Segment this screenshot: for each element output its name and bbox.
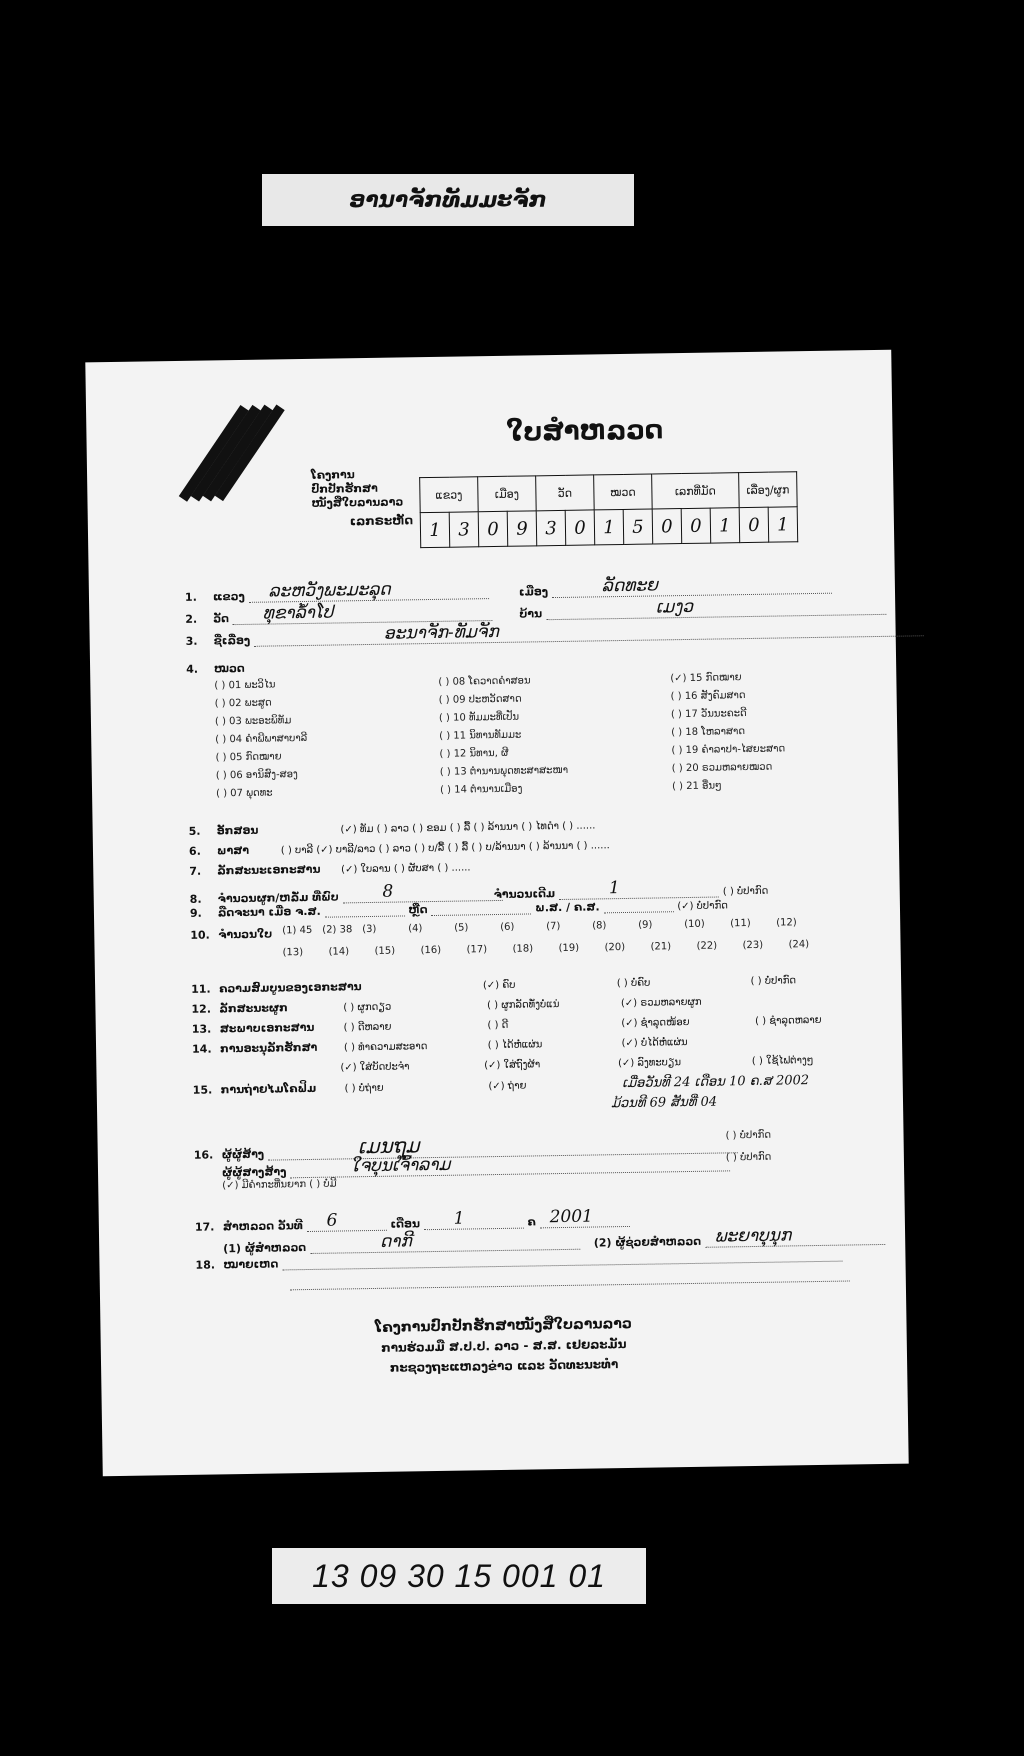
code-header: ແຂວງ xyxy=(420,477,479,513)
field-conservation: 14. ການອະນຸລັກຮັກສາ ( ) ທຳຄວາມສະອາດ ( ) ໄດ້ຫໍ່ແຜ່ນ (✓) ບໍ່ໄດ້ຫໍ່ແຜ່ນ xyxy=(192,1037,688,1056)
category-heading: 4. ໝວດ xyxy=(186,661,245,676)
bundles-value: 8 xyxy=(342,880,502,904)
category-option: (✓) 15 ກົດໝາຍ xyxy=(670,672,742,685)
survey-year: 2001 xyxy=(539,1206,629,1228)
category-option: ( ) 14 ຕຳນານເມືອງ xyxy=(439,783,523,796)
code-header: ໝວດ xyxy=(594,474,653,510)
category-option: ( ) 19 ຄຳລາປາ-ໄສຍະສາດ xyxy=(671,743,786,757)
remarks-line xyxy=(290,1269,850,1291)
field-village: ບ້ານ ເມງວ xyxy=(519,594,886,621)
footer-line: ກະຊວງຖະແຫລງຂ່າວ ແລະ ວັດທະນະທຳ xyxy=(389,1357,619,1375)
code-digit: 3 xyxy=(536,510,566,545)
survey-day: 6 xyxy=(306,1210,386,1232)
leaves-row-1: (1) 45 (2) 38 (3) (4) (5) (6) (7) (8) (9) (10) (11) (12) xyxy=(282,917,797,937)
category-option: ( ) 21 ອື່ນໆ xyxy=(671,780,722,793)
logo-line-1: ໂຄງການ xyxy=(311,468,355,482)
field-microfilm: 15. ການຖ່າຍໄມໂຄຟິມ ( ) ບໍ່ຖ່າຍ (✓) ຖ່າຍ ເມື່ອວັນທີ 24 ເດືອນ 10 ຄ.ສ 2002 xyxy=(192,1073,810,1097)
field-province: 1. ແຂວງ ລະຫວັງພະມະລຸດ xyxy=(185,578,489,604)
category-option: ( ) 04 ຄຳພີພາສາບາລີ xyxy=(215,732,308,746)
code-digit: 1 xyxy=(710,508,740,543)
survey-month: 1 xyxy=(424,1208,524,1231)
footer-line: ການຮ່ວມມື ສ.ປ.ປ. ລາວ - ສ.ສ. ເຢຍລະມັນ xyxy=(381,1337,627,1355)
scribe-unclear: ( ) ບໍ່ປາກົດ xyxy=(725,1151,772,1164)
category-option: ( ) 17 ວັນນະຄະດີ xyxy=(670,708,747,721)
field-title: 3. ຊື່ເລື່ອງ ອະນາຈັກ-ທັມຈັກ xyxy=(185,615,924,648)
scribe-value: ໃຈບຸນເຈົ້າລາມ xyxy=(290,1150,730,1178)
village-value: ເມງວ xyxy=(546,594,886,620)
category-option: ( ) 08 ໂຄວາດຄຳສອນ xyxy=(438,675,531,688)
field-completeness: 11. ຄວາມສົມບູນຂອງເອກະສານ (✓) ຄົບ ( ) ບໍ່ຄົບ ( ) ບໍ່ປາກົດ xyxy=(191,975,797,996)
logo xyxy=(170,396,404,519)
code-digit: 0 xyxy=(652,509,682,544)
assistant-value: ພະຍາບຸນຸກ xyxy=(705,1224,885,1248)
field-leaves: 10. ຈຳນວນໃບ xyxy=(190,927,273,942)
field-conservation-2: (✓) ໃສ່ບັດປະຈຳ (✓) ໃສ່ຖົງຜ້າ (✓) ລົງທະບຽນ ( ) ໃຊ້ໄຟຕ່າງໆ xyxy=(340,1055,814,1074)
header-label: ອານາຈັກທັມມະຈັກ xyxy=(262,174,634,226)
code-digit: 0 xyxy=(478,511,508,546)
category-option: ( ) 02 ພະສູດ xyxy=(214,697,272,710)
field-district: ເມືອງ ລັດທະຍ xyxy=(519,573,832,599)
category-option: ( ) 03 ພະອະພິທັມ xyxy=(214,715,292,728)
field-surveyor: (1) ຜູ້ສຳຫລວດ ດາກີ (2) ຜູ້ຊ່ວຍສຳຫລວດ ພະຍາບຸນຸກ xyxy=(223,1224,885,1255)
logo-line-3: ໜັງສືໃບລານລາວ xyxy=(311,495,404,510)
category-option: ( ) 09 ປະຫວັດສາດ xyxy=(438,693,522,706)
temple-value: ທຸຂາລ້ຳໂປ xyxy=(233,600,493,625)
category-option: ( ) 05 ກົດໝາຍ xyxy=(215,751,282,764)
code-header: ວັດ xyxy=(536,475,595,511)
code-digit: 0 xyxy=(565,510,595,545)
reference-label: ເລກຣະຫັດ xyxy=(349,513,414,529)
author-unclear: ( ) ບໍ່ປາກົດ xyxy=(725,1129,772,1142)
field-material: 7. ລັກສະນະເອກະສານ (✓) ໃບລານ ( ) ຜັບສາ ( ) ...... xyxy=(189,862,471,878)
field-difficult-words: (✓) ມີຄຳກະທີ່ນຍາກ ( ) ບໍ່ມີ xyxy=(222,1178,337,1192)
leaves-row-2: (13) (14) (15) (16) (17) (18) (19) (20) (21) (22) (23) (24) xyxy=(282,939,810,959)
code-digit: 0 xyxy=(681,508,711,543)
code-digit: 0 xyxy=(739,507,769,542)
code-header: ເລກທີ່ມັດ xyxy=(652,473,740,509)
code-header: ເມືອງ xyxy=(478,476,537,512)
code-digit: 1 xyxy=(594,509,624,544)
field-bundle-type: 12. ລັກສະນະຜູກ ( ) ຜູກດຽວ ( ) ຜູກລັດທັ່ງບໍ່ແນ່ (✓) ຣວມຫລາຍຜູກ xyxy=(191,996,702,1016)
author-value: ເມນຖຸມ xyxy=(268,1128,738,1160)
form-title: ໃບສຳຫລວດ xyxy=(506,415,664,448)
field-original-bundles: ຈຳນວນເດີມ 1 ( ) ບໍ່ປາກົດ xyxy=(493,878,769,902)
category-option: ( ) 18 ໂຫລາສາດ xyxy=(671,726,746,739)
microfilm-roll: ມ້ວນທີ 69 ສັນທີ່ 04 xyxy=(610,1094,718,1112)
category-option: ( ) 06 ອານິສົງ-ສອງ xyxy=(215,769,298,782)
category-option: ( ) 13 ຕຳນານພຸດທະສາສະໜາ xyxy=(439,764,569,778)
field-date-written: 9. ລືດຈະນາ ເມື່ອ ຈ.ສ. ຫຼືດ ພ.ສ. / ຄ.ສ. (✓) ບໍ່ປາກົດ xyxy=(189,900,729,920)
category-option: ( ) 20 ຣວມຫລາຍໝວດ xyxy=(671,761,773,775)
code-table xyxy=(419,471,798,548)
category-option: ( ) 12 ນິທານ, ຜີ xyxy=(439,747,509,760)
field-author: 16. ຜູ້ຜູ້ສ້າງ ເມນຖຸມ xyxy=(193,1128,738,1162)
category-option: ( ) 16 ສັງຄົມສາດ xyxy=(670,690,746,703)
footer-line: ໂຄງການປົກປັກຮັກສາໜັງສືໃບລານລາວ xyxy=(374,1315,633,1336)
code-digit: 9 xyxy=(507,511,537,546)
surveyor-value: ດາກີ xyxy=(310,1229,580,1254)
field-script: 5. ອັກສອນ (✓) ທັມ ( ) ລາວ ( ) ຂອມ ( ) ລື້ ( ) ລ້ານນາ ( ) ໄທດຳ ( ) ...... xyxy=(188,820,596,838)
footer-code: 13 09 30 15 001 01 xyxy=(272,1548,646,1604)
survey-form xyxy=(85,350,908,1477)
logo-line-2: ປົກປັກຮັກສາ xyxy=(311,481,378,496)
field-condition: 13. ສະພາບເອກະສານ ( ) ດີຫລາຍ ( ) ດີ (✓) ຊຳລຸດໜ້ອຍ ( ) ຊຳລຸດຫລາຍ xyxy=(191,1014,822,1036)
district-value: ລັດທະຍ xyxy=(552,573,832,598)
code-digit: 1 xyxy=(420,512,450,547)
category-option: ( ) 01 ພະວິໄນ xyxy=(214,679,276,692)
field-survey-date: 17. ສຳຫລວດ ວັນທີ 6 ເດືອນ 1 ຄ 2001 xyxy=(195,1206,630,1234)
form-footer xyxy=(100,1310,907,1383)
code-header: ເລື່ອງ/ຜູກ xyxy=(739,472,798,508)
category-option: ( ) 10 ທັມມະທີ່ເປັນ xyxy=(438,711,520,724)
category-option: ( ) 11 ນິທານທັມມະ xyxy=(439,729,522,742)
field-bundles: 8. ຈຳນວນຜູກ/ຫລັ່ມ ທີ່ພົບ 8 xyxy=(190,880,503,906)
field-temple: 2. ວັດ ທຸຂາລ້ຳໂປ xyxy=(185,600,493,626)
field-scribe: ຜູ້ຜູ້ສາງສ້າງ ໃຈບຸນເຈົ້າລາມ xyxy=(222,1150,731,1179)
field-remarks: 18. ໝາຍເຫດ xyxy=(195,1249,842,1272)
category-option: ( ) 07 ພຸດທະ xyxy=(216,787,273,800)
field-language: 6. ພາສາ ( ) ບາລີ (✓) ບາລີ/ລາວ ( ) ລາວ ( ) ບ/ລື້ ( ) ລື້ ( ) ບ/ລ້ານນາ ( ) ລ້ານນາ ( ) ...... xyxy=(188,840,610,858)
code-digit: 1 xyxy=(768,507,798,542)
province-value: ລະຫວັງພະມະລຸດ xyxy=(248,578,488,603)
original-bundles-value: 1 xyxy=(559,877,719,901)
title-value: ອະນາຈັກ-ທັມຈັກ xyxy=(254,615,924,647)
code-digit: 5 xyxy=(623,509,653,544)
code-digit: 3 xyxy=(449,512,479,547)
